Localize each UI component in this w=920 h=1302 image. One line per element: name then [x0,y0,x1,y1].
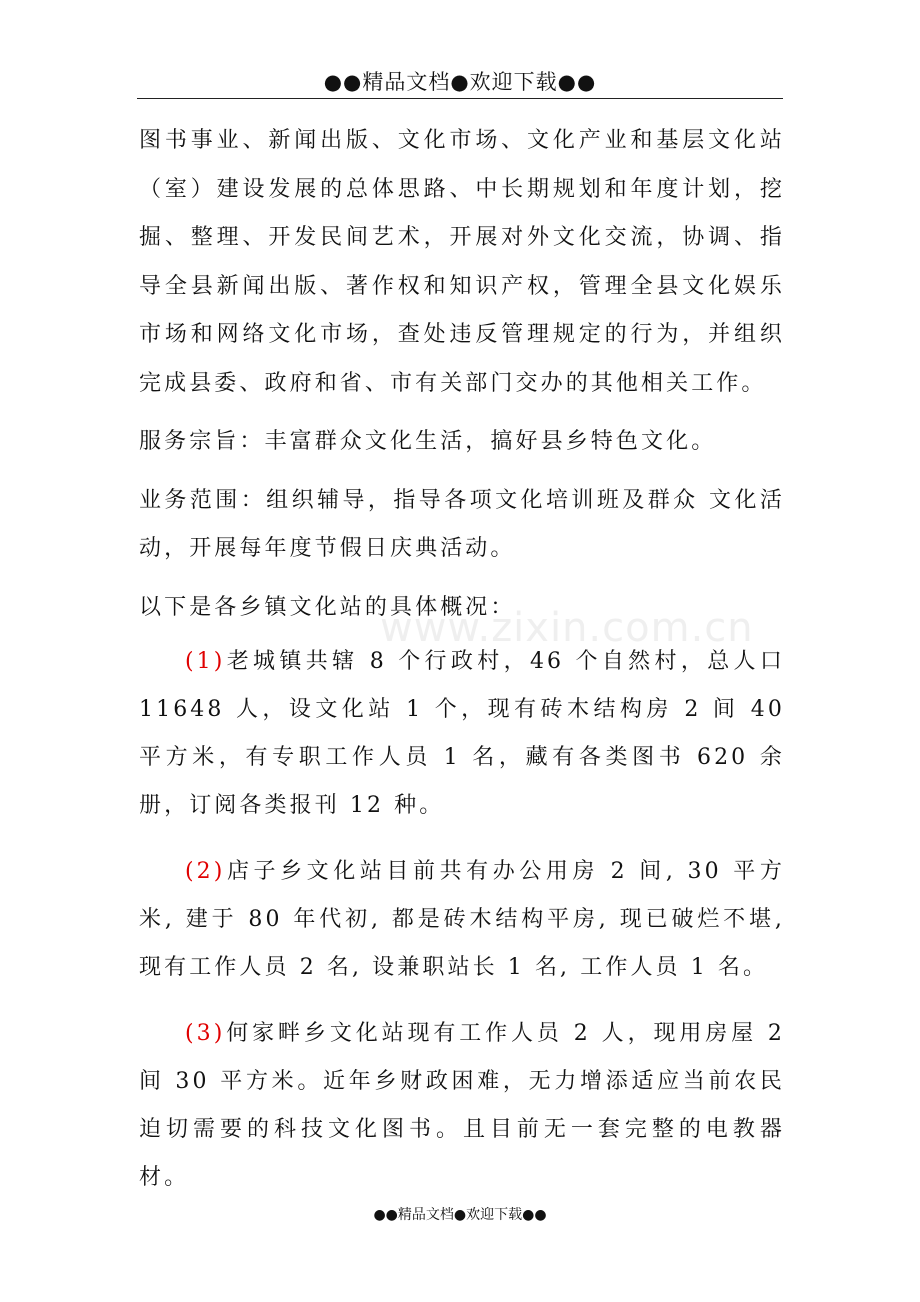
item-text: 店子乡文化站目前共有办公用房 2 间, 30 平方米, 建于 80 年代初, 都是砖木结构平房, 现已破烂不堪, 现有工作人员 2 名, 设兼职站长 1 名, 工作人员 1 名。 [139,859,785,980]
item-number: (3) [185,1021,226,1046]
paragraph-business-scope: 业务范围：组织辅导，指导各项文化培训班及群众 文化活动，开展每年度节假日庆典活动。 [139,487,785,561]
list-item [139,848,785,992]
list-item [139,1010,785,1202]
paragraph-service-purpose: 服务宗旨：丰富群众文化生活，搞好县乡特色文化。 [139,429,717,454]
item-number: (1) [185,649,226,674]
item-number: (2) [185,859,226,884]
page-footer: ●●精品文档●欢迎下载●● [373,1207,547,1223]
watermark: www.zixin.com.cn [380,605,754,651]
page-header: ●●精品文档●欢迎下载●● [323,70,597,94]
paragraph-overview-intro: 以下是各乡镇文化站的具体概况： [139,594,516,620]
paragraph-responsibilities: 图书事业、新闻出版、文化市场、文化产业和基层文化站（室）建设发展的总体思路、中长期规划和年度计划，挖掘、整理、开发民间艺术，开展对外文化交流，协调、指导全县新闻出版、著作权和知识产权，管理全县文化娱乐市场和网络文化市场，查处违反管理规定的行为，并组织完成县委、政府和省、市有关部门交办的其他相关工作。 [139,128,785,396]
item-text: 何家畔乡文化站现有工作人员 2 人，现用房屋 2 间 30 平方米。近年乡财政困难，无力增添适应当前农民迫切需要的科技文化图书。且目前无一套完整的电教器材。 [139,1021,785,1190]
document-body [139,117,785,1202]
list-item [139,638,785,830]
header-divider [137,98,783,99]
item-text: 老城镇共辖 8 个行政村，46 个自然村，总人口 11648 人，设文化站 1 个，现有砖木结构房 2 间 40 平方米，有专职工作人员 1 名，藏有各类图书 620 余册，订阅各类报刊 12 种。 [139,649,785,818]
